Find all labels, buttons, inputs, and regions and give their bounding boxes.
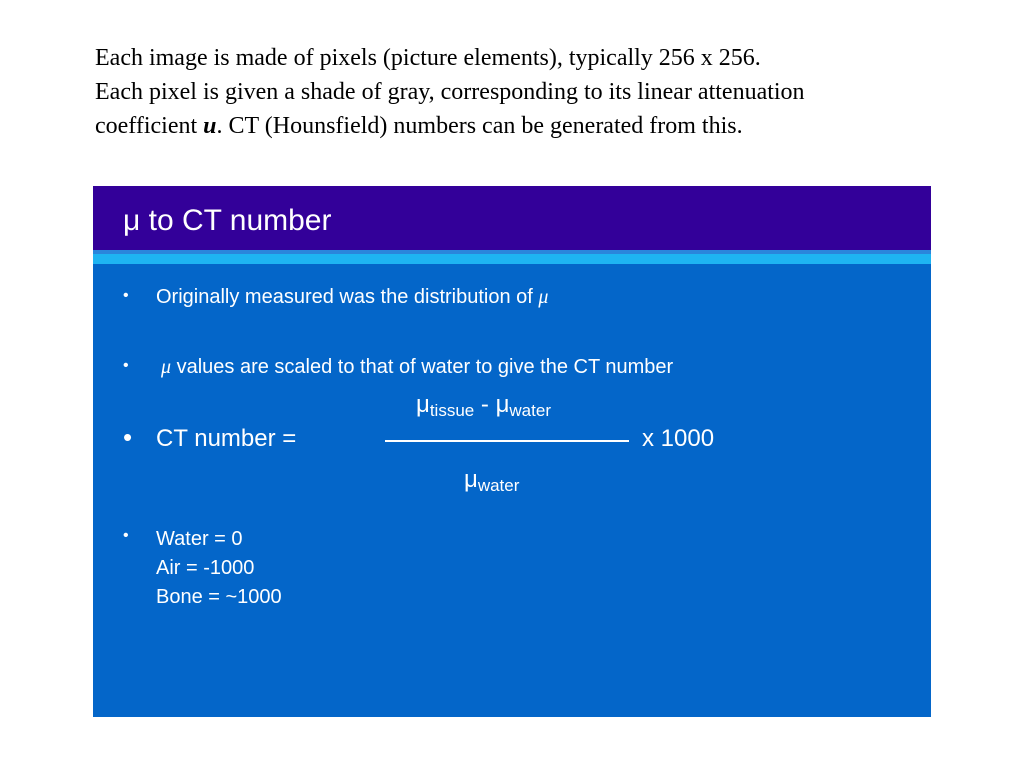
intro-text [95, 41, 975, 143]
bullet-icon: • [123, 527, 129, 544]
mu-symbol: μ [538, 286, 549, 308]
bullet-scaled-text: values are scaled to that of water to give the CT number [171, 356, 674, 378]
ct-number-label: CT number = [156, 425, 297, 452]
bullet-distribution-text: Originally measured was the distribution of [156, 286, 539, 308]
bullet-icon: • [123, 357, 129, 374]
formula-numerator [416, 391, 551, 421]
slide-title: μ to CT number [123, 204, 332, 237]
header-stripe [93, 254, 931, 264]
slide-image [93, 186, 931, 717]
mu-symbol: μ [161, 356, 172, 378]
slide-header [93, 186, 931, 250]
bullet-distribution [156, 286, 548, 309]
subscript-water: water [509, 401, 551, 420]
bullet-scaled [161, 356, 673, 379]
formula-denominator [464, 466, 519, 496]
subscript-tissue: tissue [429, 401, 475, 420]
values-list [156, 525, 282, 612]
subscript-water: water [477, 476, 520, 495]
intro-line-2: Each pixel is given a shade of gray, corresponding to its linear attenuation [95, 79, 805, 105]
value-air: Air = -1000 [156, 557, 255, 579]
fraction-bar [385, 440, 629, 442]
mu-symbol: μ [464, 466, 478, 493]
bullet-icon: • [123, 422, 133, 452]
intro-line-3-start: coefficient [95, 113, 204, 139]
intro-line-3-end: . CT (Hounsfield) numbers can be generated from this. [216, 113, 743, 139]
value-water: Water = 0 [156, 528, 243, 550]
mu-symbol: u [203, 113, 217, 139]
intro-line-1: Each image is made of pixels (picture elements), typically 256 x 256. [95, 45, 761, 71]
intro-line-3 [95, 109, 975, 143]
mu-symbol: μ [416, 391, 430, 418]
mu-symbol: μ [495, 391, 510, 418]
minus-sign: - [474, 391, 496, 418]
value-bone: Bone = ~1000 [156, 586, 282, 608]
bullet-icon: • [123, 287, 129, 304]
multiplier: x 1000 [642, 425, 715, 452]
